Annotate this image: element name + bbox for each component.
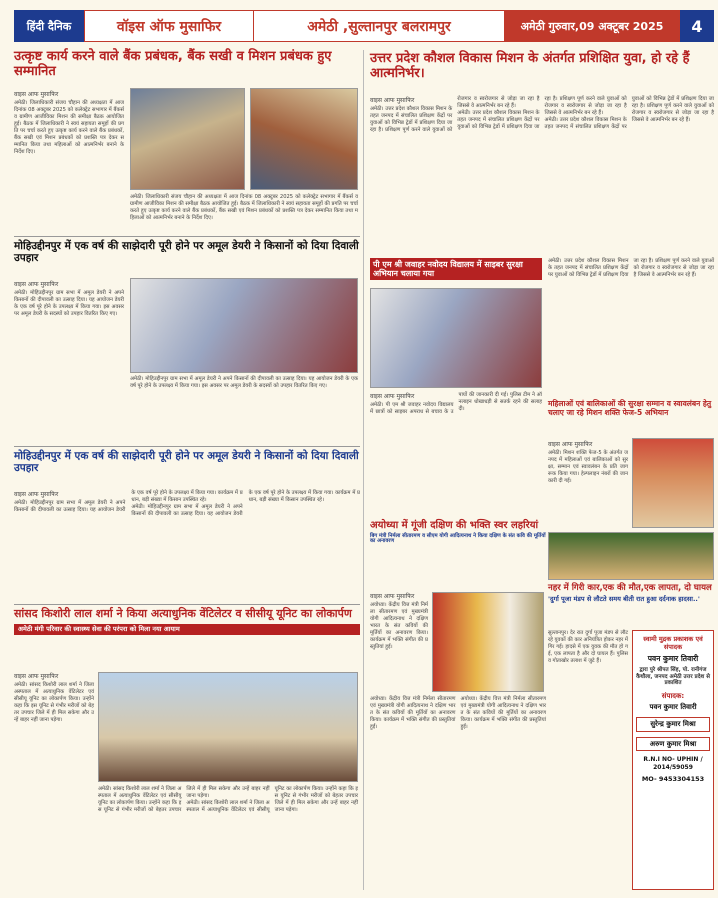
navodaya-story bbox=[370, 258, 542, 280]
ayodhya-subheadline: बिग मंत्री निर्मला सीतारमण व सीएम योगी आदित्यनाथ ने किया दक्षिण के संत कवि की मूर्तियों का अनावरण bbox=[370, 532, 546, 545]
lead-body-continued: अमेठी। जिलाधिकारी संजय चौहान की अध्यक्षता में आज दिनांक 08 अक्टूबर 2025 को कलेक्ट्रेट सभागार में बैंकर्स व ग्रामीण आजीविका मिशन की समीक्षा बैठक आयोजित हुई। बैठक में जिलाधिकारी ने स्वयं सहायता समूहों की प्रगति पर चर्चा करते हुए उत्कृष्ट कार्य करने वाले बैंक प्रबंधकों, बैंक सखी एवं मिशन प्रबंधकों को प्रशस्ति पत्र देकर सम्मानित किया तथा महिलाओं को आत्मनिर्भर बनाने के निर्देश दिए। bbox=[130, 194, 358, 222]
masthead bbox=[14, 10, 714, 42]
women-headline: महिलाओं एवं बालिकाओं की सुरक्षा सम्मान व स्वावलंबन हेतु चलाए जा रहे मिशन शक्ति फेज-5 अभियान bbox=[548, 399, 712, 417]
milk2-body-columns bbox=[14, 490, 360, 518]
ayodhya-body-continued: अयोध्या। केंद्रीय वित्त मंत्री निर्मला सीतारमण एवं मुख्यमंत्री योगी आदित्यनाथ ने दक्षिण भारत के संत कवियों की मूर्तियों का अनावरण किया। कार्यक्रम में भक्ति संगीत की प्रस्तुतियां हुईं। bbox=[370, 696, 456, 731]
skill-body-continued-3: अमेठी। उत्तर प्रदेश कौशल विकास मिशन के तहत जनपद में संचालित प्रशिक्षण केंद्रों पर युवाओं को विभिन्न ट्रेडों में प्रशिक्षण दिया जा रहा है। प्रशिक्षण पूर्ण करने वाले युवाओं को रोजगार व स्वरोजगार से जोड़ा जा रहा है जिससे वे आत्मनिर्भर बन रहे हैं। bbox=[548, 258, 714, 279]
lead-photo-2 bbox=[250, 88, 358, 190]
lead-body-column bbox=[14, 90, 124, 156]
milk1-headline: मोहिउद्दीनपुर में एक वर्ष की साझेदारी पूरी होने पर अमूल डेयरी ने किसानों को दिया दिवाली उपहार bbox=[14, 240, 359, 265]
mp-body-cont bbox=[98, 786, 358, 814]
skill-story bbox=[370, 52, 714, 82]
masthead-date: अमेठी गुरुवार,09 अक्टूबर 2025 bbox=[520, 19, 664, 33]
skill-reporter: वाइस आफ मुसाफिर bbox=[370, 97, 415, 104]
milk2-headline: मोहिउद्दीनपुर में एक वर्ष की साझेदारी पूरी होने पर अमूल डेयरी ने किसानों को दिया दिवाली उपहार bbox=[14, 450, 359, 475]
navodaya-body-columns bbox=[370, 392, 542, 416]
canal-photo bbox=[548, 532, 714, 580]
masthead-name: वॉइस ऑफ मुसाफिर bbox=[84, 10, 254, 42]
lead-photo-1 bbox=[130, 88, 245, 190]
ayodhya-photo bbox=[432, 592, 544, 692]
mp-reporter: वाइस आफ मुसाफिर bbox=[14, 673, 59, 680]
ayodhya-story bbox=[370, 520, 546, 545]
imprint-mobile: MO- 9453304153 bbox=[641, 775, 705, 784]
navodaya-body: अमेठी। पी एम श्री जवाहर नवोदय विद्यालय में छात्रों को साइबर अपराध से बचाव के उपायों की जानकारी दी गई। पुलिस टीम ने ऑनलाइन धोखाधड़ी से सतर्क रहने की सलाह दी। bbox=[370, 392, 542, 416]
navodaya-photo bbox=[370, 288, 542, 388]
lead-reporter: वाइस आफ मुसाफिर bbox=[14, 91, 59, 98]
skill-body-continued-2: अमेठी। उत्तर प्रदेश कौशल विकास मिशन के तहत जनपद में संचालित प्रशिक्षण केंद्रों पर युवाओं को विभिन्न ट्रेडों में प्रशिक्षण दिया जा रहा है। प्रशिक्षण पूर्ण करने वाले युवाओं को रोजगार व स्वरोजगार से जोड़ा जा रहा है जिससे वे आत्मनिर्भर बन रहे हैं। bbox=[544, 96, 714, 131]
skill-body: अमेठी। उत्तर प्रदेश कौशल विकास मिशन के तहत जनपद में संचालित प्रशिक्षण केंद्रों पर युवाओं को विभिन्न ट्रेडों में प्रशिक्षण दिया जा रहा है। प्रशिक्षण पूर्ण करने वाले युवाओं को रोजगार व स्वरोजगार से जोड़ा जा रहा है जिससे वे आत्मनिर्भर बन रहे हैं। bbox=[370, 96, 540, 134]
masthead-language: हिंदी दैनिक bbox=[14, 10, 84, 42]
lead-story bbox=[14, 50, 360, 80]
milk2-body: अमेठी। मोहिउद्दीनपुर ग्राम सभा में अमूल डेयरी ने अपने किसानों की दीपावली का उत्साह दिया। यह आयोजन डेयरी के एक वर्ष पूरे होने के उपलक्ष्य में किया गया। कार्यक्रम में प्रधान, बड़ी संख्या में किसान उपस्थित रहे। bbox=[14, 490, 243, 514]
skill-body-cont bbox=[548, 258, 714, 279]
milk-story-1 bbox=[14, 240, 360, 264]
mp-body: अमेठी। सांसद किशोरी लाल शर्मा ने जिला अस्पताल में अत्याधुनिक वेंटिलेटर एवं सीसीयू यूनिट का लोकार्पण किया। उन्होंने कहा कि इस यूनिट से गंभीर मरीजों को बेहतर उपचार जिले में ही मिल सकेगा और उन्हें बाहर नहीं जाना पड़ेगा। bbox=[14, 682, 94, 724]
milk1-reporter: वाइस आफ मुसाफिर bbox=[14, 281, 59, 288]
canal-headline: नहर में गिरी कार,एक की मौत,एक लापता, दो घायल bbox=[548, 583, 712, 593]
masthead-place: अमेठी ,सुल्तानपुर बलरामपुर bbox=[254, 10, 504, 42]
divider bbox=[14, 446, 360, 447]
mp-subheadline: अमेठी मंगी परिवार की स्वास्थ्य सेवा की परंपरा को मिला नया आयाम bbox=[14, 624, 360, 635]
canal-body-column bbox=[548, 630, 628, 665]
ayodhya-headline: अयोध्या में गूंजी दक्षिण की भक्ति स्वर लहरियां bbox=[370, 520, 539, 531]
milk1-body-cont bbox=[130, 376, 358, 390]
imprint-box bbox=[632, 630, 714, 890]
ayodhya-body-cont bbox=[370, 696, 546, 731]
imprint-name-2: सुरेन्द्र कुमार मिश्रा bbox=[636, 717, 710, 732]
canal-subheadline: 'दुर्गा पूजा मंडप से लौटते समय बीती रात हुआ दर्दनाक हादसा..' bbox=[548, 594, 700, 603]
imprint-rni: R.N.I NO- UPHIN / 2014/59059 bbox=[643, 756, 703, 771]
mp-body-continued: अमेठी। सांसद किशोरी लाल शर्मा ने जिला अस्पताल में अत्याधुनिक वेंटिलेटर एवं सीसीयू यूनिट का लोकार्पण किया। उन्होंने कहा कि इस यूनिट से गंभीर मरीजों को बेहतर उपचार जिले में ही मिल सकेगा और उन्हें बाहर नहीं जाना पड़ेगा। bbox=[98, 786, 270, 814]
milk1-body-continued: अमेठी। मोहिउद्दीनपुर ग्राम सभा में अमूल डेयरी ने अपने किसानों की दीपावली का उत्साह दिया। यह आयोजन डेयरी के एक वर्ष पूरे होने के उपलक्ष्य में किया गया। इस अवसर पर अमूल डेयरी के सदस्यों को उपहार वितरित किए गए। bbox=[130, 376, 358, 390]
milk-story-2 bbox=[14, 450, 360, 474]
imprint-publisher: पवन कुमार तिवारी bbox=[647, 654, 699, 664]
mp-photo bbox=[98, 672, 358, 782]
mp-story bbox=[14, 608, 360, 635]
milk2-body-continued: अमेठी। मोहिउद्दीनपुर ग्राम सभा में अमूल डेयरी ने अपने किसानों की दीपावली का उत्साह दिया। यह आयोजन डेयरी के एक वर्ष पूरे होने के उपलक्ष्य में किया गया। कार्यक्रम में प्रधान, बड़ी संख्या में किसान उपस्थित रहे। bbox=[131, 490, 360, 518]
ayodhya-body-continued-2: अयोध्या। केंद्रीय वित्त मंत्री निर्मला सीतारमण एवं मुख्यमंत्री योगी आदित्यनाथ ने दक्षिण भारत के संत कवियों की मूर्तियों का अनावरण किया। कार्यक्रम में भक्ति संगीत की प्रस्तुतियां हुईं। bbox=[460, 696, 546, 731]
skill-body-continued: अमेठी। उत्तर प्रदेश कौशल विकास मिशन के तहत जनपद में संचालित प्रशिक्षण केंद्रों पर युवाओं को विभिन्न ट्रेडों में प्रशिक्षण दिया जा रहा है। प्रशिक्षण पूर्ण करने वाले युवाओं को रोजगार व स्वरोजगार से जोड़ा जा रहा है जिससे वे आत्मनिर्भर बन रहे हैं। bbox=[457, 96, 627, 131]
skill-body-columns bbox=[370, 96, 714, 134]
mp-body-column bbox=[14, 672, 94, 724]
imprint-editor: पवन कुमार तिवारी bbox=[649, 703, 697, 711]
canal-story bbox=[548, 584, 714, 603]
imprint-address: द्वारा पुरे श्रीपत सिंह, पो. रानीगंज कैथौला, जनपद अमेठी उत्तर प्रदेश से प्रकाशित bbox=[636, 666, 710, 687]
imprint-line-1: स्वामी मुद्रक प्रकाशक एवं संपादक bbox=[643, 635, 703, 652]
women-body: अमेठी। मिशन शक्ति फेज-5 के अंतर्गत जनपद में महिलाओं एवं बालिकाओं को सुरक्षा, सम्मान एवं स्वावलंबन के प्रति जागरूक किया गया। हेल्पलाइन नंबरों की जानकारी दी गई। bbox=[548, 450, 628, 485]
women-reporter: वाइस आफ मुसाफिर bbox=[548, 441, 593, 448]
navodaya-reporter: वाइस आफ मुसाफिर bbox=[370, 393, 415, 400]
ayodhya-reporter: वाइस आफ मुसाफिर bbox=[370, 593, 415, 600]
navodaya-headline: पी एम श्री जवाहर नवोदय विद्यालय में साइबर सुरक्षा अभियान चलाया गया bbox=[370, 258, 542, 280]
milk1-photo bbox=[130, 278, 358, 373]
skill-headline: उत्तर प्रदेश कौशल विकास मिशन के अंतर्गत प्रशिक्षित युवा, हो रहे हैं आत्मनिर्भर। bbox=[370, 51, 690, 81]
milk1-body-column bbox=[14, 280, 124, 318]
milk1-body: अमेठी। मोहिउद्दीनपुर ग्राम सभा में अमूल डेयरी ने अपने किसानों की दीपावली का उत्साह दिया। यह आयोजन डेयरी के एक वर्ष पूरे होने के उपलक्ष्य में किया गया। इस अवसर पर अमूल डेयरी के सदस्यों को उपहार वितरित किए गए। bbox=[14, 290, 124, 318]
divider bbox=[14, 236, 360, 237]
milk2-reporter: वाइस आफ मुसाफिर bbox=[14, 491, 59, 498]
lead-body: अमेठी। जिलाधिकारी संजय चौहान की अध्यक्षता में आज दिनांक 08 अक्टूबर 2025 को कलेक्ट्रेट सभागार में बैंकर्स व ग्रामीण आजीविका मिशन की समीक्षा बैठक आयोजित हुई। बैठक में जिलाधिकारी ने स्वयं सहायता समूहों की प्रगति पर चर्चा करते हुए उत्कृष्ट कार्य करने वाले बैंक प्रबंधकों, बैंक सखी एवं मिशन प्रबंधकों को प्रशस्ति पत्र देकर सम्मानित किया तथा महिलाओं को आत्मनिर्भर बनाने के निर्देश दिए। bbox=[14, 100, 124, 156]
column-rule bbox=[363, 50, 364, 890]
ayodhya-body-column bbox=[370, 592, 428, 651]
page-number: 4 bbox=[680, 10, 714, 42]
mp-headline: सांसद किशोरी लाल शर्मा ने किया अत्याधुनिक वेंटिलेटर व सीसीयू यूनिट का लोकार्पण bbox=[14, 607, 352, 620]
canal-body: सुल्तानपुर। देर रात दुर्गा पूजा मंडप से लौट रहे युवकों की कार अनियंत्रित होकर नहर में गिर गई। हादसे में एक युवक की मौत हो गई, एक लापता है और दो घायल हैं। पुलिस व गोताखोर तलाश में जुटे हैं। bbox=[548, 630, 628, 665]
women-body-column bbox=[548, 440, 628, 485]
divider bbox=[14, 604, 360, 605]
lead-body-cont bbox=[130, 194, 358, 222]
imprint-name-3: अरुण कुमार मिश्रा bbox=[636, 737, 710, 752]
ayodhya-body: अयोध्या। केंद्रीय वित्त मंत्री निर्मला सीतारमण एवं मुख्यमंत्री योगी आदित्यनाथ ने दक्षिण भारत के संत कवियों की मूर्तियों का अनावरण किया। कार्यक्रम में भक्ति संगीत की प्रस्तुतियां हुईं। bbox=[370, 602, 428, 651]
lead-headline: उत्कृष्ट कार्य करने वाले बैंक प्रबंधक, बैंक सखी व मिशन प्रबंधक हुए सम्मानित bbox=[14, 49, 332, 79]
mp-body-continued-2: अमेठी। सांसद किशोरी लाल शर्मा ने जिला अस्पताल में अत्याधुनिक वेंटिलेटर एवं सीसीयू यूनिट का लोकार्पण किया। उन्होंने कहा कि इस यूनिट से गंभीर मरीजों को बेहतर उपचार जिले में ही मिल सकेगा और उन्हें बाहर नहीं जाना पड़ेगा। bbox=[186, 786, 358, 814]
women-story bbox=[548, 400, 714, 417]
imprint-editor-label: संपादक: bbox=[661, 692, 685, 701]
women-photo bbox=[632, 438, 714, 528]
